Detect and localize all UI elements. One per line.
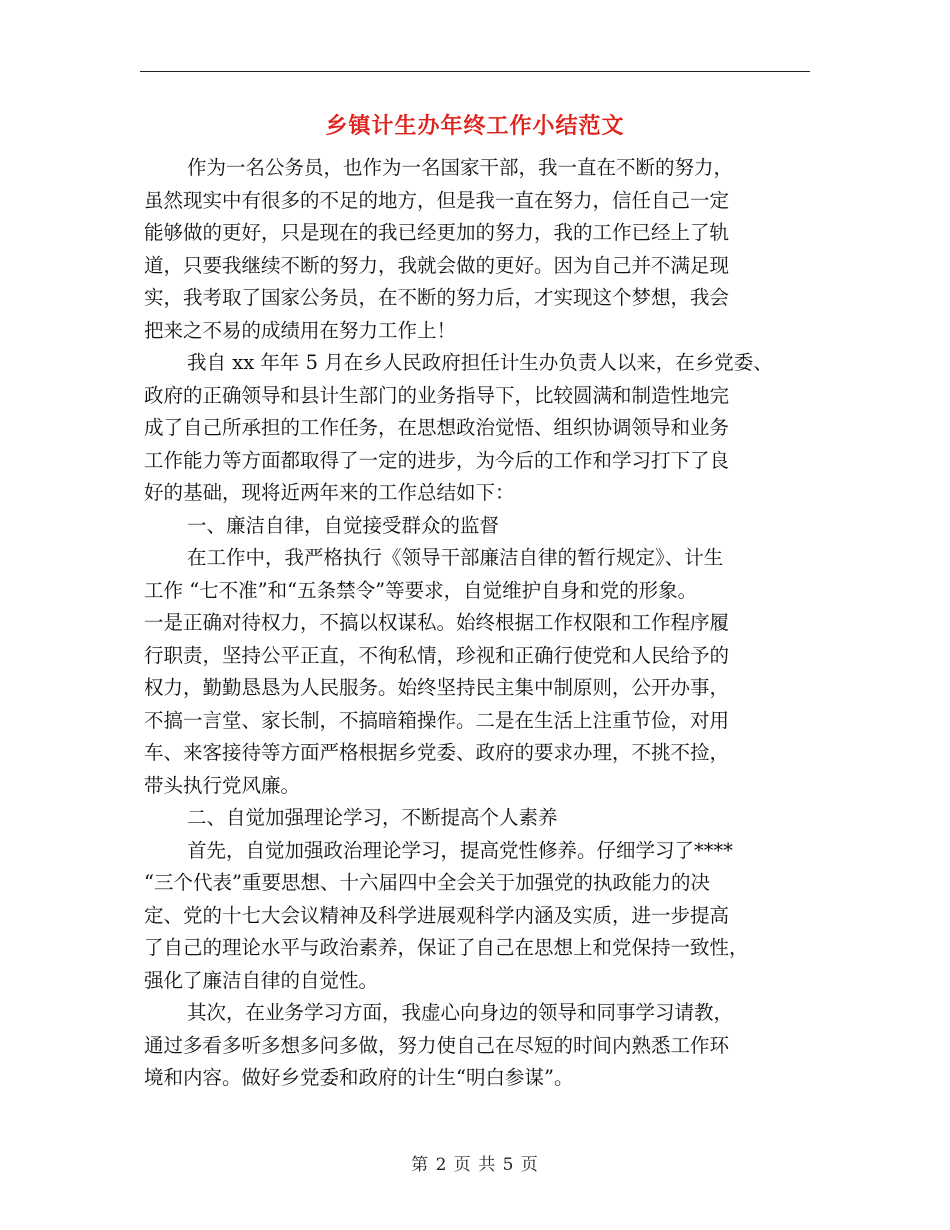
paragraph-line: 其次，在业务学习方面，我虚心向身边的领导和同事学习请教， <box>187 1001 734 1024</box>
paragraph-line: 行职责，坚持公平正直，不徇私情，珍视和正确行使党和人民给予的 <box>144 643 730 667</box>
paragraph-line: 车、来客接待等方面严格根据乡党委、政府的要求办理，不挑不捡， <box>144 741 730 764</box>
paragraph-line: 政府的正确领导和县计生部门的业务指导下，比较圆满和制造性地完 <box>144 383 730 407</box>
paragraph-line: 好的基础，现将近两年来的工作总结如下： <box>144 481 515 504</box>
paragraph-line: 了自己的理论水平与政治素养，保证了自己在思想上和党保持一致性， <box>144 936 749 959</box>
paragraph-line: 能够做的更好，只是现在的我已经更加的努力，我的工作已经上了轨 <box>144 221 730 244</box>
paragraph-line: 权力，勤勤恳恳为人民服务。始终坚持民主集中制原则，公开办事， <box>144 676 730 699</box>
paragraph-line: 境和内容。做好乡党委和政府的计生“明白参谋”。 <box>144 1066 574 1089</box>
paragraph-line: “三个代表”重要思想、十六届四中全会关于加强党的执政能力的决 <box>144 871 710 894</box>
document-title: 乡镇计生办年终工作小结范文 <box>325 113 625 139</box>
paragraph-line: 不搞一言堂、家长制，不搞暗箱操作。二是在生活上注重节俭，对用 <box>144 708 730 732</box>
paragraph-line: 定、党的十七大会议精神及科学进展观科学内涵及实质，进一步提高 <box>144 903 730 927</box>
section-heading: 二、自觉加强理论学习，不断提高个人素养 <box>187 806 558 829</box>
paragraph-line: 虽然现实中有很多的不足的地方，但是我一直在努力，信任自己一定 <box>144 188 730 212</box>
paragraph-line: 把来之不易的成绩用在努力工作上！ <box>144 318 457 342</box>
header-rule <box>140 71 810 72</box>
document-body <box>144 152 810 1095</box>
paragraph-line: 我自 xx 年年 5 月在乡人民政府担任计生办负责人以来，在乡党委、 <box>187 351 773 374</box>
paragraph-line: 工作 “七不准”和“五条禁令”等要求，自觉维护自身和党的形象。 <box>144 578 698 602</box>
paragraph-line: 通过多看多听多想多问多做，努力使自己在尽短的时间内熟悉工作环 <box>144 1033 730 1057</box>
paragraph-line: 工作能力等方面都取得了一定的进步，为今后的工作和学习打下了良 <box>144 448 730 472</box>
paragraph-line: 实，我考取了国家公务员，在不断的努力后，才实现这个梦想，我会 <box>144 286 730 309</box>
paragraph-line: 强化了廉洁自律的自觉性。 <box>144 968 379 992</box>
paragraph-line: 在工作中，我严格执行《领导干部廉洁自律的暂行规定》、计生 <box>187 546 724 569</box>
paragraph-line: 一是正确对待权力，不搞以权谋私。始终根据工作权限和工作程序履 <box>144 611 730 634</box>
page-footer: 第 2 页 共 5 页 <box>411 1155 539 1175</box>
paragraph-line: 作为一名公务员，也作为一名国家干部，我一直在不断的努力， <box>187 156 734 179</box>
paragraph-line: 道，只要我继续不断的努力，我就会做的更好。因为自己并不满足现 <box>144 253 730 277</box>
paragraph-line: 成了自己所承担的工作任务，在思想政治觉悟、组织协调领导和业务 <box>144 416 730 439</box>
section-heading: 一、廉洁自律，自觉接受群众的监督 <box>187 513 500 537</box>
paragraph-line: 首先，自觉加强政治理论学习，提高党性修养。仔细学习了**** <box>187 838 734 862</box>
paragraph-line: 带头执行党风廉。 <box>144 773 301 797</box>
